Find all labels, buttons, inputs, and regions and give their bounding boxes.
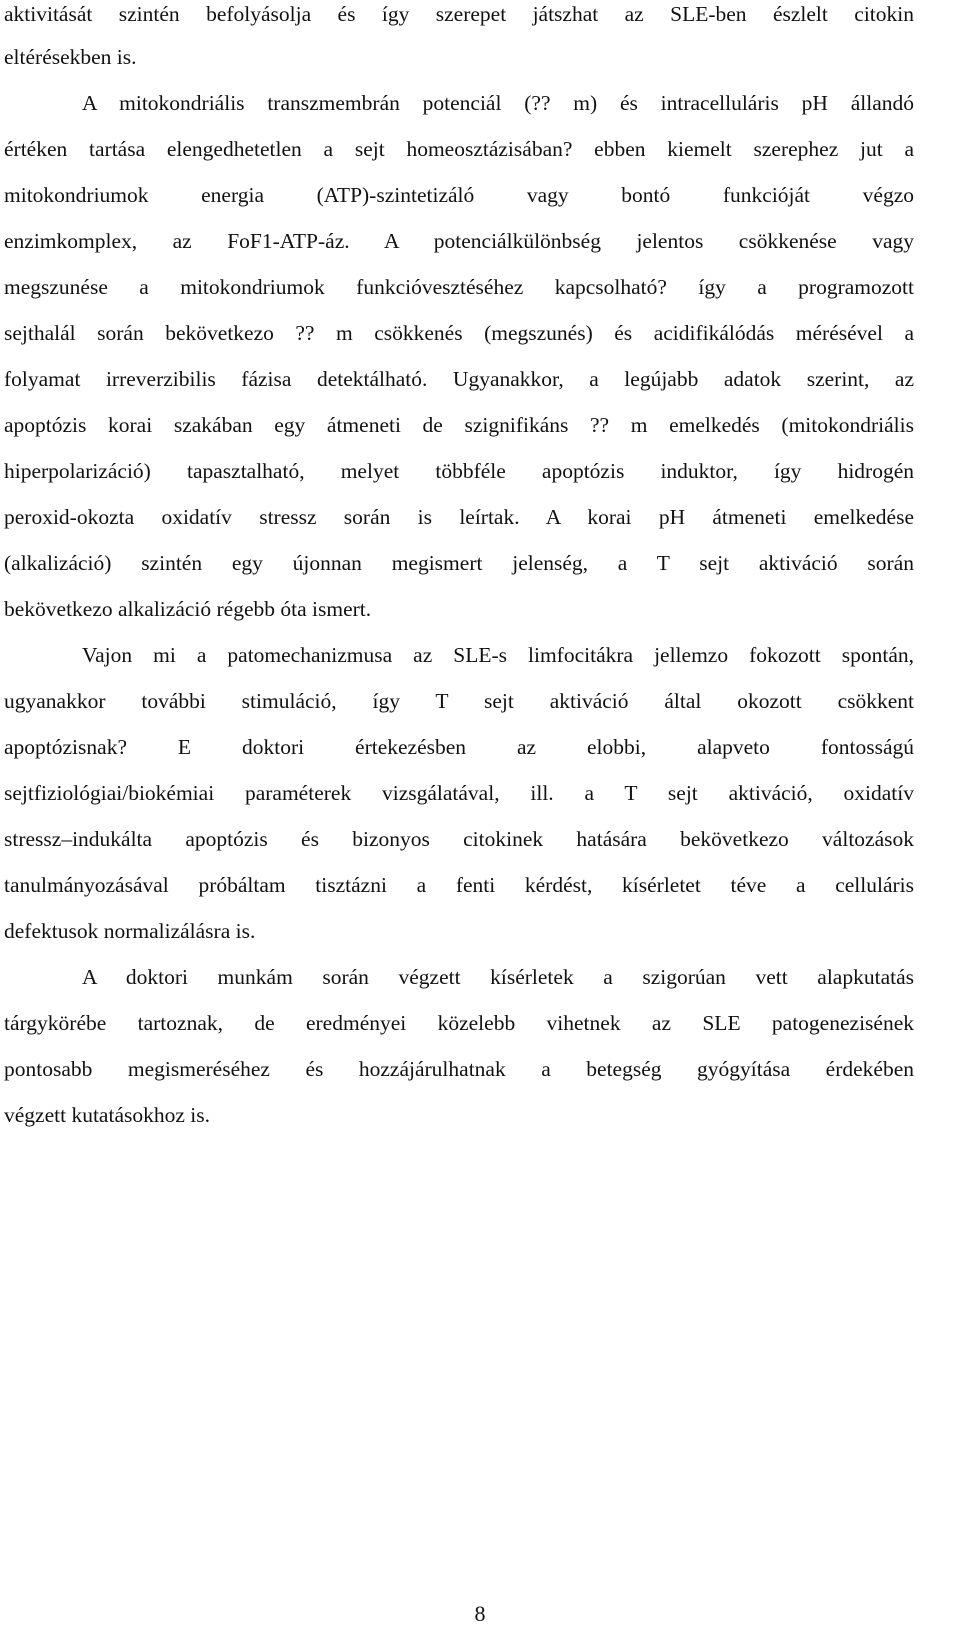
text-line: hiperpolarizáció) tapasztalható, melyet többféle apoptózis induktor, így hidrogén [4,459,914,483]
text-line: aktivitását szintén befolyásolja és így szerepet játszhat az SLE-ben észlelt citokin [4,2,914,26]
text-line: Vajon mi a patomechanizmusa az SLE-s limfocitákra jellemzo fokozott spontán, [82,643,914,667]
text-line: folyamat irreverzibilis fázisa detektálható. Ugyanakkor, a legújabb adatok szerint, az [4,367,914,391]
page-number: 8 [474,1601,486,1626]
text-line: eltérésekben is. [4,45,137,69]
text-line: apoptózis korai szakában egy átmeneti de szignifikáns ?? m emelkedés (mitokondriális [4,413,914,437]
text-line: peroxid-okozta oxidatív stressz során is leírtak. A korai pH átmeneti emelkedése [4,505,914,529]
text-line: A doktori munkám során végzett kísérletek a szigorúan vett alapkutatás [82,965,914,989]
text-line: defektusok normalizálásra is. [4,919,256,943]
text-line: tárgykörébe tartoznak, de eredményei közelebb vihetnek az SLE patogenezisének [4,1011,914,1035]
text-line: A mitokondriális transzmembrán potenciál (?? m) és intracelluláris pH állandó [82,91,914,115]
text-line: mitokondriumok energia (ATP)-szintetizáló vagy bontó funkcióját végzo [4,183,914,207]
text-line: stressz–indukálta apoptózis és bizonyos citokinek hatására bekövetkezo változások [4,827,914,851]
text-line: végzett kutatásokhoz is. [4,1103,210,1127]
text-line: ugyanakkor további stimuláció, így T sejt aktiváció által okozott csökkent [4,689,914,713]
text-line: sejtfiziológiai/biokémiai paraméterek vizsgálatával, ill. a T sejt aktiváció, oxidatív [4,781,914,805]
text-line: bekövetkezo alkalizáció régebb óta ismert. [4,597,372,621]
text-line: sejthalál során bekövetkezo ?? m csökkenés (megszunés) és acidifikálódás mérésével a [4,321,914,345]
text-line: tanulmányozásával próbáltam tisztázni a fenti kérdést, kísérletet téve a celluláris [4,873,914,897]
text-line: apoptózisnak? E doktori értekezésben az elobbi, alapveto fontosságú [4,735,914,759]
text-line: értéken tartása elengedhetetlen a sejt homeosztázisában? ebben kiemelt szerephez jut a [4,137,914,161]
text-line: (alkalizáció) szintén egy újonnan megismert jelenség, a T sejt aktiváció során [4,551,914,575]
text-line: pontosabb megismeréséhez és hozzájárulhatnak a betegség gyógyítása érdekében [4,1057,914,1081]
text-line: megszunése a mitokondriumok funkcióvesztéséhez kapcsolható? így a programozott [4,275,914,299]
text-line: enzimkomplex, az FoF1-ATP-áz. A potenciálkülönbség jelentos csökkenése vagy [4,229,914,253]
